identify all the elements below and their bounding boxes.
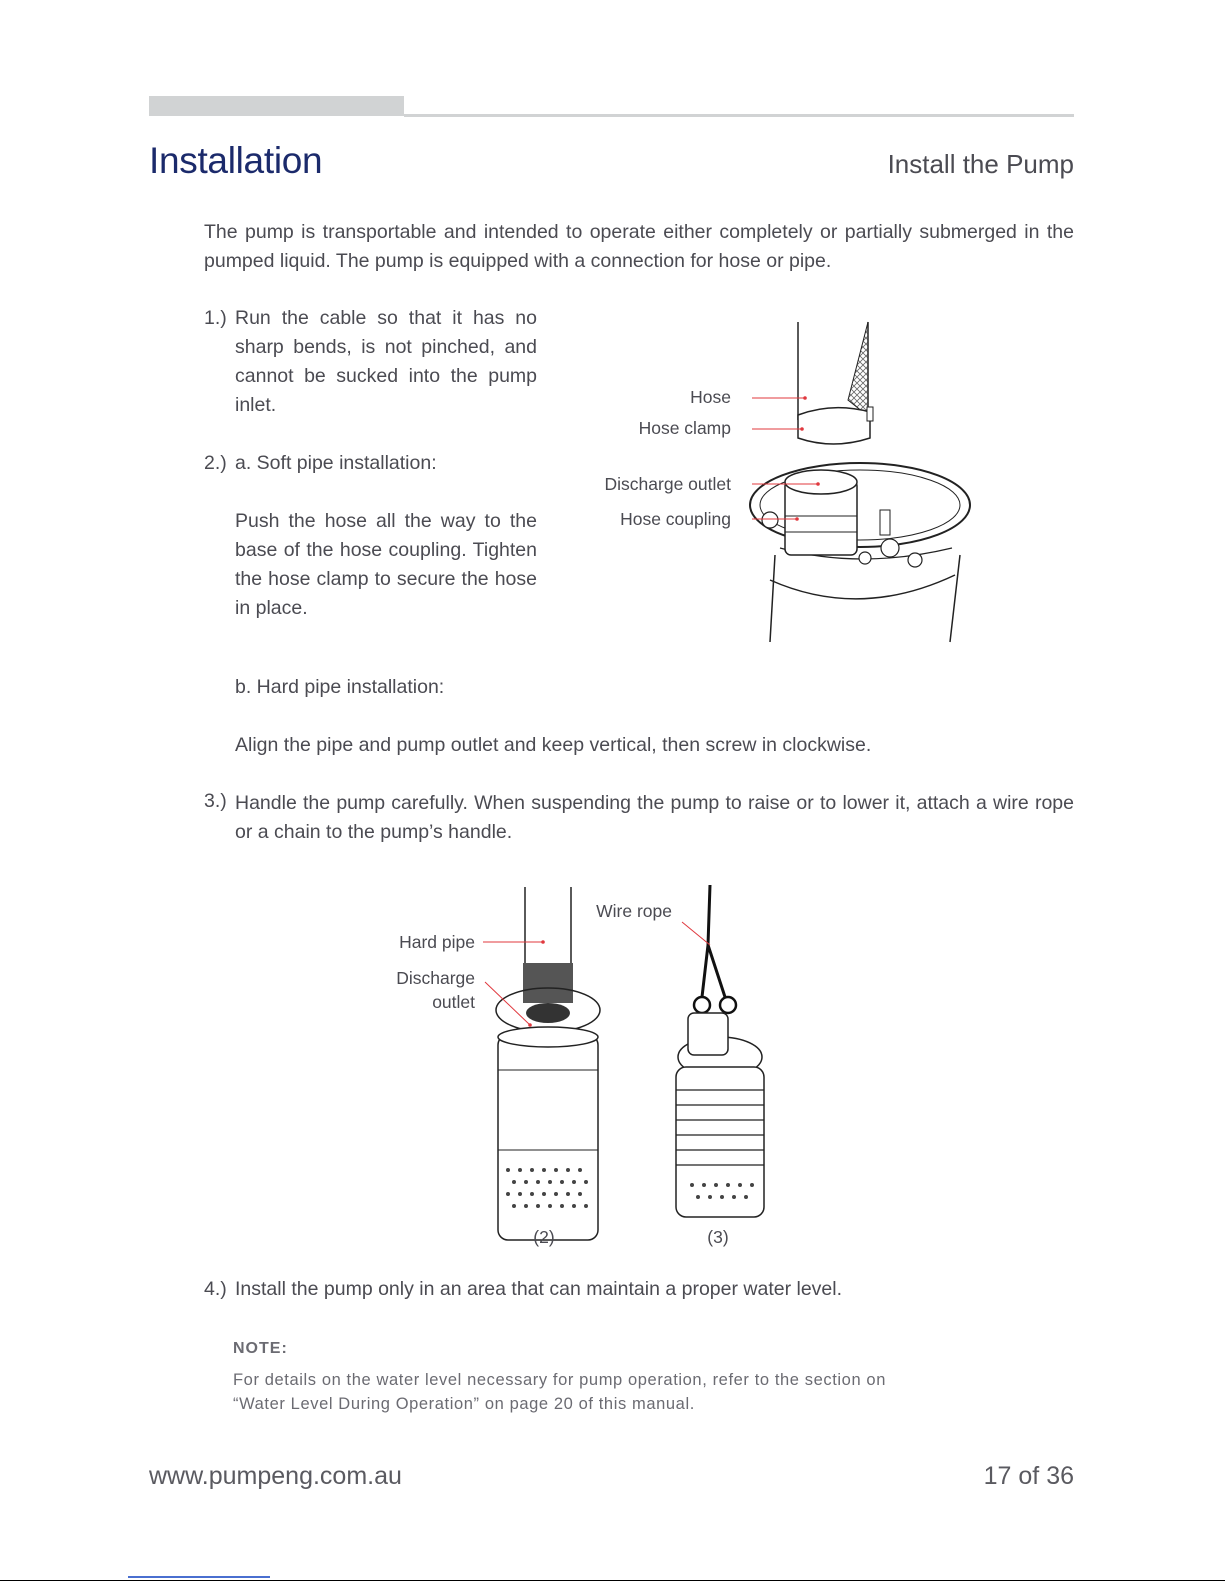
footer-website[interactable]: www.pumpeng.com.au bbox=[149, 1462, 402, 1490]
label-hose-clamp: Hose clamp bbox=[638, 418, 731, 438]
step-4-number: 4.) bbox=[204, 1278, 227, 1300]
section-subtitle: Install the Pump bbox=[887, 149, 1074, 179]
label-discharge: Discharge bbox=[396, 968, 475, 988]
step-2b-heading: b. Hard pipe installation: bbox=[235, 676, 445, 698]
note-heading: NOTE: bbox=[233, 1340, 288, 1357]
note-text bbox=[233, 1368, 1013, 1416]
label-hose-coupling: Hose coupling bbox=[620, 509, 731, 529]
label-hard-pipe: Hard pipe bbox=[399, 932, 475, 952]
bottom-rule bbox=[0, 1580, 1225, 1581]
step-1-number: 1.) bbox=[204, 307, 227, 329]
note-line-1: For details on the water level necessary for pump operation, refer to the section on bbox=[233, 1371, 886, 1389]
step-2b-text: Align the pipe and pump outlet and keep vertical, then screw in clockwise. bbox=[235, 734, 872, 756]
pump-head-icon bbox=[750, 463, 970, 642]
wire-rope-pump-icon bbox=[676, 885, 764, 1217]
page-title: Installation bbox=[149, 140, 323, 181]
label-discharge-outlet: Discharge outlet bbox=[604, 474, 731, 494]
header-rule bbox=[404, 114, 1074, 117]
intro-paragraph: The pump is transportable and intended to operate either completely or partially submerged in the pumped liquid. The pump is equipped with a connection for hose or pipe. bbox=[204, 221, 1074, 272]
step-2-number: 2.) bbox=[204, 452, 227, 474]
label-wire-rope: Wire rope bbox=[596, 901, 672, 921]
hose-icon bbox=[798, 322, 873, 444]
footer-page-number: 17 of 36 bbox=[983, 1462, 1074, 1490]
hard-pipe-and-wire-rope-diagram bbox=[380, 885, 800, 1260]
soft-pipe-diagram bbox=[590, 320, 990, 650]
label-outlet: outlet bbox=[432, 992, 475, 1012]
hard-pipe-pump-icon bbox=[496, 887, 600, 1240]
label-hose: Hose bbox=[690, 387, 731, 407]
note-line-2: “Water Level During Operation” on page 20 of this manual. bbox=[233, 1395, 695, 1413]
caption-3: (3) bbox=[707, 1227, 729, 1247]
step-2a-text: Push the hose all the way to the base of the hose coupling. Tighten the hose clamp to secure the hose in place. bbox=[235, 510, 537, 619]
step-4-text: Install the pump only in an area that can maintain a proper water level. bbox=[235, 1278, 843, 1300]
step-1-text: Run the cable so that it has no sharp bends, is not pinched, and cannot be sucked into the pump inlet. bbox=[235, 307, 537, 416]
header-bar bbox=[149, 96, 404, 116]
bottom-link-underline bbox=[128, 1576, 270, 1578]
step-2a-heading: a. Soft pipe installation: bbox=[235, 452, 437, 474]
caption-2: (2) bbox=[533, 1227, 555, 1247]
step-3-text: Handle the pump carefully. When suspending the pump to raise or to lower it, attach a wire rope or a chain to the pump’s handle. bbox=[235, 792, 1074, 843]
step-3-number: 3.) bbox=[204, 790, 227, 812]
